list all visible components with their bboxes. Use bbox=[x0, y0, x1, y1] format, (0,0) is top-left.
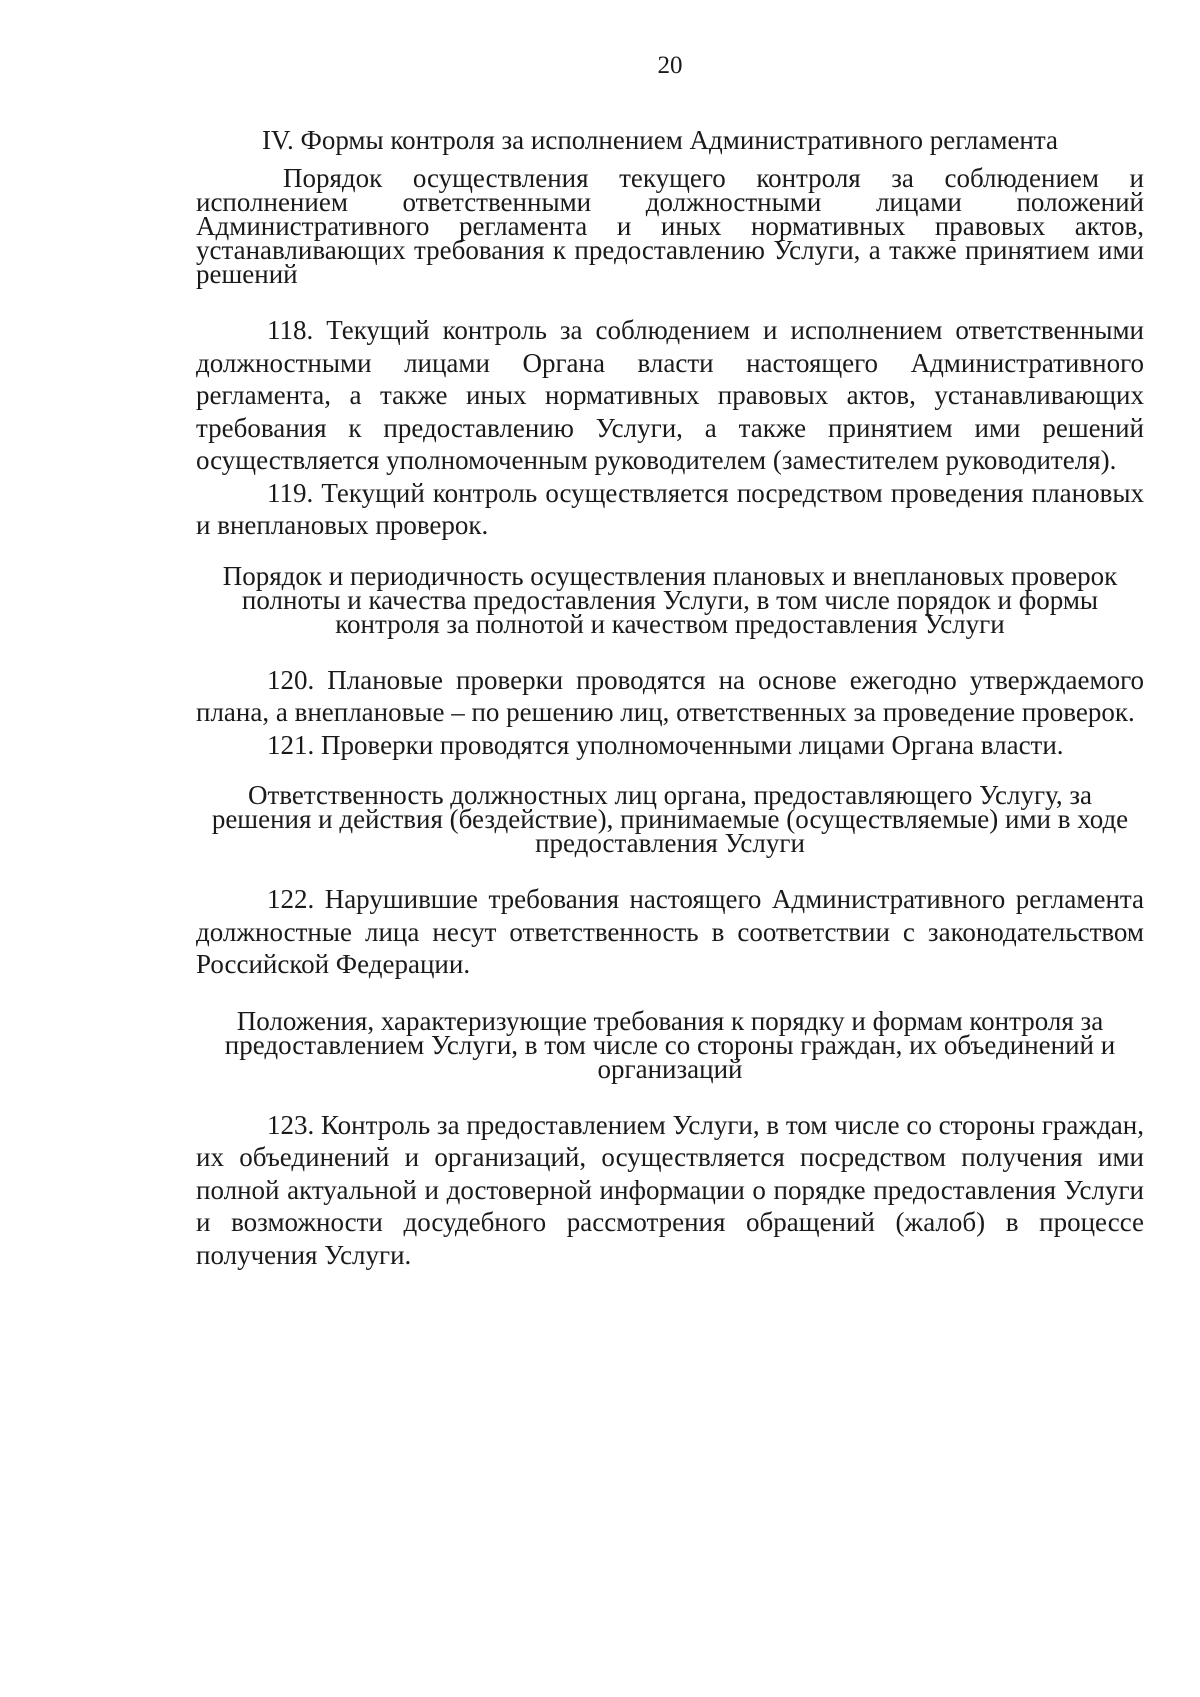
document-body bbox=[196, 124, 1144, 1271]
subheading-citizen-control: Положения, характеризующие требования к порядку и формам контроля за предоставлением Услуги, в том числе со стороны граждан, их объединений и организаций bbox=[224, 1005, 1116, 1084]
page-number: 20 bbox=[657, 52, 683, 79]
subheading-responsibility: Ответственность должностных лиц органа, предоставляющего Услугу, за решения и действия (бездействие), принимаемые (осуществляемые) ими в ходе предоставления Услуги bbox=[211, 780, 1129, 858]
subheading-current-control: Порядок осуществления текущего контроля за соблюдением и исполнением ответственными должностными лицами положений Административного регламента и иных нормативных правовых актов, устанавливающих требования к предоставлению Услуги, а также принятием ими решений bbox=[196, 163, 1144, 289]
paragraph-121: 121. Проверки проводятся уполномоченными лицами Органа власти. bbox=[267, 729, 1064, 760]
paragraph-123: 123. Контроль за предоставлением Услуги, в том числе со стороны граждан, их объединений и организаций, осуществляется посредством получения ими полной актуальной и достоверной информации о порядке предоставления Услуги и возможности досудебного рассмотрения обращений (жалоб) в процессе получения Услуги. bbox=[196, 1109, 1144, 1270]
paragraph-119: 119. Текущий контроль осуществляется посредством проведения плановых и внеплановых проверок. bbox=[196, 477, 1144, 540]
paragraph-120: 120. Плановые проверки проводятся на основе ежегодно утверждаемого плана, а внеплановые – по решению лиц, ответственных за проведение проверок. bbox=[196, 664, 1144, 727]
section-title: IV. Формы контроля за исполнением Административного регламента bbox=[261, 125, 1058, 155]
subheading-inspections: Порядок и периодичность осуществления плановых и внеплановых проверок полноты и качества предоставления Услуги, в том числе порядок и формы контроля за полнотой и качеством предоставления Услуги bbox=[222, 560, 1118, 639]
paragraph-122: 122. Нарушившие требования настоящего Административного регламента должностные лица несут ответственность в соответствии с законодательством Российской Федерации. bbox=[196, 884, 1144, 979]
paragraph-118: 118. Текущий контроль за соблюдением и исполнением ответственными должностными лицами Органа власти настоящего Административного регламента, а также иных нормативных правовых актов, устанавливающих требования к предоставлению Услуги, а также принятием ими решений осуществляется уполномоченным руководителем (заместителем руководителя). bbox=[196, 315, 1144, 475]
